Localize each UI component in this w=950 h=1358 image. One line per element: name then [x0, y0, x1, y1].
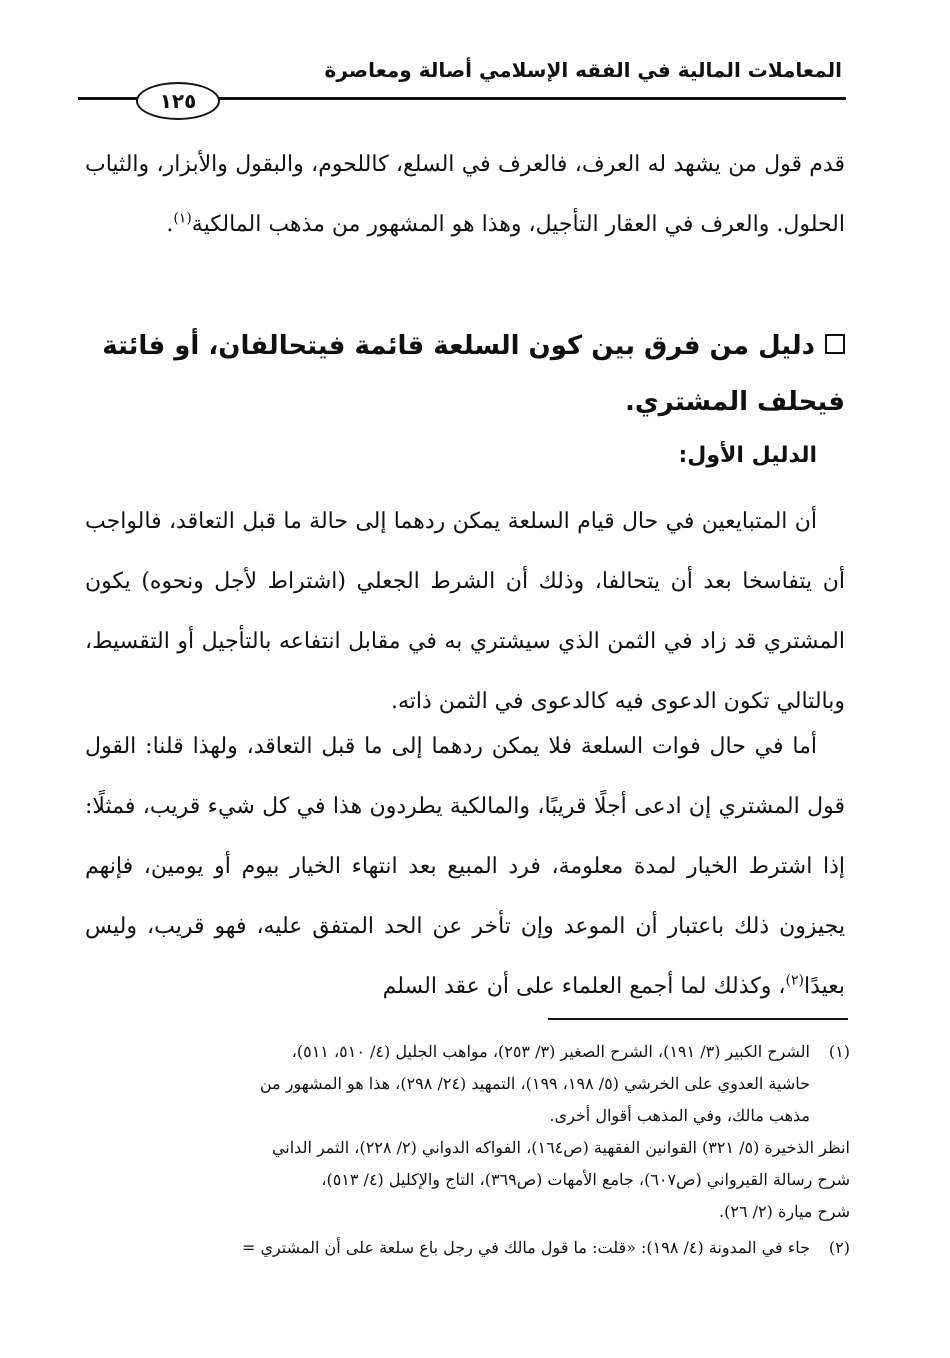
paragraph-1-text: قدم قول من يشهد له العرف، فالعرف في السلع، كاللحوم، والبقول والأبزار، والثياب الحلول. والعرف في العقار التأجيل، وهذا هو المشهور من مذهب المالكية: [85, 152, 845, 237]
footnote-ref-2[interactable]: (٢): [785, 972, 804, 989]
paragraph-1-end: .: [166, 212, 174, 237]
footnote-separator: [548, 1018, 848, 1020]
section-heading: [85, 318, 845, 430]
running-title: المعاملات المالية في الفقه الإسلامي أصالة ومعاصرة: [324, 58, 842, 82]
square-bullet-icon: [825, 334, 845, 354]
footnotes: [80, 1036, 850, 1264]
page-number: ١٢٥: [136, 82, 220, 120]
footnote-line: حاشية العدوي على الخرشي (٥/ ١٩٨، ١٩٩)، التمهيد (٢٤/ ٢٩٨)، هذا هو المشهور من: [259, 1074, 810, 1093]
footnote-1: [80, 1036, 850, 1132]
footnote-line: شرح ميارة (٢/ ٢٦).: [719, 1202, 850, 1221]
section-heading-text: دليل من فرق بين كون السلعة قائمة فيتحالفان، أو فائتة فيحلف المشتري.: [102, 331, 845, 417]
paragraph-3-text: أما في حال فوات السلعة فلا يمكن ردهما إلى ما قبل التعاقد، ولهذا قلنا: القول قول المشتري إن ادعى أجلًا قريبًا، والمالكية يطردون هذا في كل شيء قريب، فمثلًا: إذا اشترط الخيار لمدة معلومة، فرد المبيع بعد انتهاء الخيار بيوم أو يومين، فإنهم يجيزون ذلك باعتبار أن الموعد وإن تأخر عن الحد المتفق عليه، فهو قريب، وليس بعيدًا: [85, 734, 845, 999]
footnote-1-number: (١): [828, 1042, 850, 1061]
footnote-2-body: جاء في المدونة (٤/ ١٩٨): «قلت: ما قول مالك في رجل باع سلعة على أن المشتري =: [241, 1238, 810, 1257]
footnote-line: شرح رسالة القيرواني (ص٦٠٧)، جامع الأمهات (ص٣٦٩)، التاج والإكليل (٤/ ٥١٣)،: [321, 1170, 850, 1189]
sub-heading: الدليل الأول:: [678, 443, 817, 468]
footnote-1-continued: [80, 1132, 850, 1228]
footnote-2: [80, 1232, 850, 1264]
paragraph-2: أن المتبايعين في حال قيام السلعة يمكن ردهما إلى حالة ما قبل التعاقد، فالواجب أن يتفاسخا بعد أن يتحالفا، وذلك أن الشرط الجعلي (اشتراط لأجل ونحوه) يكون المشتري قد زاد في الثمن الذي سيشتري به في مقابل انتفاعه بالتأجيل أو التقسيط، وبالتالي تكون الدعوى فيه كالدعوى في الثمن ذاته.: [85, 509, 845, 714]
footnote-1-body: [80, 1036, 810, 1132]
footnote-ref-1[interactable]: (١): [173, 210, 192, 227]
footnote-1-sources: [80, 1132, 850, 1228]
paragraph-3-continuation: ، وكذلك لما أجمع العلماء على أن عقد السلم: [382, 974, 786, 999]
paragraph-1: [85, 135, 845, 255]
footnote-line: مذهب مالك، وفي المذهب أقوال أخرى.: [549, 1106, 810, 1125]
footnote-line: انظر الذخيرة (٥/ ٣٢١) القوانين الفقهية (ص١٦٤)، الفواكه الدواني (٢/ ٢٢٨)، الثمر الداني: [271, 1138, 850, 1157]
footnote-line: الشرح الكبير (٣/ ١٩١)، الشرح الصغير (٣/ ٢٥٣)، مواهب الجليل (٤/ ٥١٠، ٥١١)،: [291, 1042, 810, 1061]
footnote-2-number: (٢): [828, 1238, 850, 1257]
paragraph-3: [85, 717, 845, 1017]
